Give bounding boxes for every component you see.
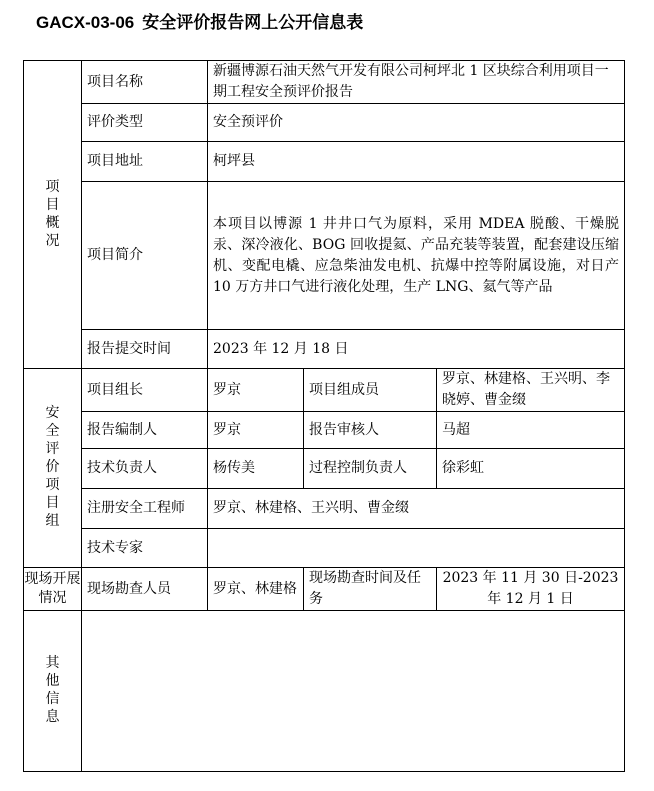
label-evaluation-type: 评价类型 [82, 104, 208, 142]
label-submit-time: 报告提交时间 [82, 330, 208, 369]
value-team-leader: 罗京 [208, 369, 304, 412]
value-other-info [82, 611, 625, 772]
info-table [23, 60, 625, 772]
value-report-editor: 罗京 [208, 412, 304, 449]
row-tech-lead [24, 449, 625, 489]
section-overview-label: 项目概况 [45, 178, 60, 249]
label-report-editor: 报告编制人 [82, 412, 208, 449]
row-project-address [24, 142, 625, 182]
row-evaluation-type [24, 104, 625, 142]
document-code: GACX-03-06 [36, 13, 135, 32]
row-submit-time [24, 330, 625, 369]
value-safety-engineer: 罗京、林建格、王兴明、曹金缀 [208, 489, 625, 529]
label-report-reviewer: 报告审核人 [304, 412, 437, 449]
value-project-address: 柯坪县 [208, 142, 625, 182]
value-site-time: 2023 年 11 月 30 日-2023 年 12 月 1 日 [437, 568, 625, 611]
section-other-label: 其他信息 [45, 655, 60, 725]
value-tech-expert [208, 529, 625, 568]
label-team-members: 项目组成员 [304, 369, 437, 412]
label-safety-engineer: 注册安全工程师 [82, 489, 208, 529]
label-team-leader: 项目组长 [82, 369, 208, 412]
document-title: 安全评价报告网上公开信息表 [142, 13, 364, 33]
label-site-staff: 现场勘查人员 [82, 568, 208, 611]
value-project-intro: 本项目以博源 1 井井口气为原料，采用 MDEA 脱酸、干燥脱汞、深冷液化、BOG 回收提氦、产品充装等装置，配套建设压缩机、变配电橇、应急柴油发电机、抗爆中控等附属设施，对日产 10 万方井口气进行液化处理，生产 LNG、氦气等产品 [208, 182, 625, 330]
section-site: 现场开展情况 [24, 568, 82, 611]
label-tech-lead: 技术负责人 [82, 449, 208, 489]
value-project-name: 新疆博源石油天然气开发有限公司柯坪北 1 区块综合利用项目一期工程安全预评价报告 [208, 61, 625, 104]
value-submit-time: 2023 年 12 月 18 日 [208, 330, 625, 369]
row-team-leader [24, 369, 625, 412]
value-report-reviewer: 马超 [437, 412, 625, 449]
label-tech-expert: 技术专家 [82, 529, 208, 568]
row-report-editor [24, 412, 625, 449]
label-site-time: 现场勘查时间及任务 [304, 568, 437, 611]
label-project-intro: 项目简介 [82, 182, 208, 330]
page-title [36, 8, 363, 33]
label-project-name: 项目名称 [82, 61, 208, 104]
row-project-intro [24, 182, 625, 330]
section-other [24, 611, 82, 772]
value-process-lead: 徐彩虹 [437, 449, 625, 489]
value-site-staff: 罗京、林建格 [208, 568, 304, 611]
value-evaluation-type: 安全预评价 [208, 104, 625, 142]
section-overview [24, 61, 82, 369]
row-project-name [24, 61, 625, 104]
value-tech-lead: 杨传美 [208, 449, 304, 489]
value-team-members: 罗京、林建格、王兴明、李晓婷、曹金缀 [437, 369, 625, 412]
row-tech-expert [24, 529, 625, 568]
row-safety-engineer [24, 489, 625, 529]
row-other-info [24, 611, 625, 772]
row-site-survey [24, 568, 625, 611]
label-process-lead: 过程控制负责人 [304, 449, 437, 489]
section-team-label: 安全评价项目组 [45, 405, 60, 529]
section-team [24, 369, 82, 568]
label-project-address: 项目地址 [82, 142, 208, 182]
